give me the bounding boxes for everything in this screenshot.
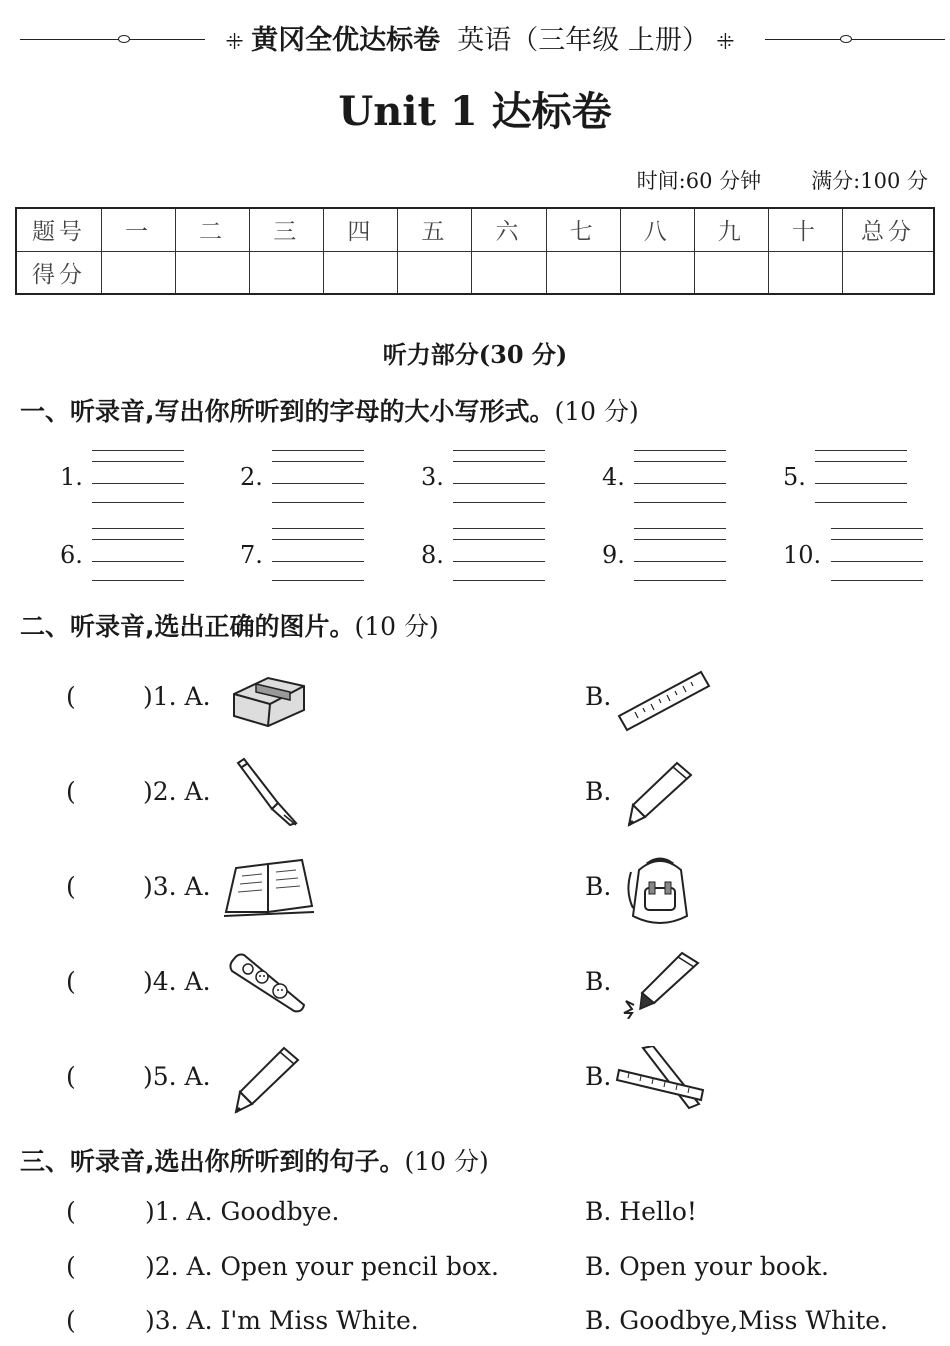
row-head-score: 得分	[16, 251, 102, 294]
answer-paren[interactable]: (	[66, 682, 76, 711]
option-b-text[interactable]: B. Hello!	[585, 1197, 697, 1226]
eraser-icon[interactable]	[228, 666, 310, 730]
col-10: 十	[768, 208, 842, 251]
pencil-box-icon[interactable]	[224, 951, 308, 1017]
score-cell[interactable]	[694, 251, 768, 294]
q3-row-2	[0, 1252, 950, 1292]
score-cell[interactable]	[102, 251, 176, 294]
blank-number: 4.	[602, 463, 625, 491]
score-table	[15, 207, 935, 295]
writing-lines[interactable]	[634, 528, 726, 584]
option-b-label: B.	[585, 777, 612, 806]
full-score: 满分:100 分	[811, 169, 928, 193]
listening-section-title: 听力部分(30 分)	[382, 340, 568, 369]
q3-row-3	[0, 1306, 950, 1346]
col-7: 七	[546, 208, 620, 251]
q1-points: (10 分)	[554, 397, 639, 426]
answer-paren[interactable]: (	[66, 1197, 76, 1226]
blank-number: 8.	[421, 541, 444, 569]
scroll-ornament-icon: ꔰ	[708, 30, 735, 55]
q2-row-1	[0, 660, 950, 750]
exam-meta	[637, 165, 928, 195]
score-table-header-row	[16, 208, 934, 251]
score-table-score-row	[16, 251, 934, 294]
option-a-label: )4. A.	[143, 967, 211, 996]
blank-number: 7.	[240, 541, 263, 569]
q2-row-5	[0, 1040, 950, 1130]
answer-paren[interactable]: (	[66, 872, 76, 901]
score-cell[interactable]	[768, 251, 842, 294]
header-rule-left	[20, 39, 205, 40]
subject-label: 英语（三年级 上册）	[457, 25, 709, 56]
writing-lines[interactable]	[272, 528, 364, 584]
answer-paren[interactable]: (	[66, 1062, 76, 1091]
q3-heading-text: 三、听录音,选出你所听到的句子。	[20, 1147, 405, 1176]
pencil-icon[interactable]	[625, 759, 697, 829]
score-cell[interactable]	[324, 251, 398, 294]
q2-row-3	[0, 850, 950, 940]
q1-heading	[20, 392, 639, 428]
option-a-label: )2. A.	[143, 777, 211, 806]
option-b-label: B.	[585, 1062, 612, 1091]
q2-heading	[20, 607, 439, 643]
ruler-icon[interactable]	[615, 664, 711, 734]
blank-number: 10.	[783, 541, 822, 569]
writing-lines[interactable]	[453, 528, 545, 584]
blank-number: 6.	[60, 541, 83, 569]
blank-number: 1.	[60, 463, 83, 491]
writing-lines[interactable]	[272, 450, 364, 506]
rulers-icon[interactable]	[615, 1046, 707, 1112]
q3-points: (10 分)	[404, 1147, 489, 1176]
q2-points: (10 分)	[354, 612, 439, 641]
option-a-label: )5. A.	[143, 1062, 211, 1091]
header-banner	[200, 18, 760, 57]
bag-icon[interactable]	[625, 852, 695, 930]
writing-lines[interactable]	[453, 450, 545, 506]
writing-lines[interactable]	[92, 528, 184, 584]
blank-number: 5.	[783, 463, 806, 491]
option-b-label: B.	[585, 872, 612, 901]
q2-row-2	[0, 755, 950, 845]
score-cell[interactable]	[176, 251, 250, 294]
row-head-number: 题号	[16, 208, 102, 251]
q2-heading-text: 二、听录音,选出正确的图片。	[20, 612, 355, 641]
col-2: 二	[176, 208, 250, 251]
blank-number: 9.	[602, 541, 625, 569]
col-6: 六	[472, 208, 546, 251]
col-8: 八	[620, 208, 694, 251]
option-b-label: B.	[585, 967, 612, 996]
crayon-icon[interactable]	[620, 949, 704, 1019]
writing-lines[interactable]	[815, 450, 907, 506]
book-icon[interactable]	[222, 854, 316, 918]
writing-lines[interactable]	[831, 528, 923, 584]
col-3: 三	[250, 208, 324, 251]
score-cell[interactable]	[250, 251, 324, 294]
col-4: 四	[324, 208, 398, 251]
writing-lines[interactable]	[634, 450, 726, 506]
time-limit: 时间:60 分钟	[636, 169, 762, 193]
answer-paren[interactable]: (	[66, 777, 76, 806]
option-a-label: )1. A.	[143, 682, 211, 711]
score-cell-total[interactable]	[843, 251, 935, 294]
score-cell[interactable]	[546, 251, 620, 294]
score-cell[interactable]	[472, 251, 546, 294]
page-title: Unit 1 达标卷	[338, 88, 612, 135]
col-1: 一	[102, 208, 176, 251]
option-b-text[interactable]: B. Open your book.	[585, 1252, 829, 1281]
pen-icon[interactable]	[230, 757, 304, 829]
score-cell[interactable]	[398, 251, 472, 294]
answer-paren[interactable]: (	[66, 1252, 76, 1281]
blank-number: 3.	[421, 463, 444, 491]
header-ornament-right	[840, 35, 852, 43]
q3-heading	[20, 1142, 489, 1178]
header-rule-right	[765, 39, 945, 40]
writing-lines[interactable]	[92, 450, 184, 506]
pencil-icon[interactable]	[234, 1044, 304, 1116]
q1-heading-text: 一、听录音,写出你所听到的字母的大小写形式。	[20, 397, 555, 426]
option-a-text[interactable]: )1. A. Goodbye.	[145, 1197, 340, 1226]
answer-paren[interactable]: (	[66, 967, 76, 996]
score-cell[interactable]	[620, 251, 694, 294]
option-a-text[interactable]: )3. A. I'm Miss White.	[145, 1306, 419, 1335]
answer-paren[interactable]: (	[66, 1306, 76, 1335]
brand-name: 黄冈全优达标卷	[251, 25, 441, 56]
option-b-text[interactable]: B. Goodbye,Miss White.	[585, 1306, 888, 1335]
option-a-text[interactable]: )2. A. Open your pencil box.	[145, 1252, 499, 1281]
blank-number: 2.	[240, 463, 263, 491]
option-a-label: )3. A.	[143, 872, 211, 901]
q3-row-1	[0, 1197, 950, 1237]
col-total: 总分	[843, 208, 935, 251]
scroll-ornament-icon: ꔰ	[224, 30, 252, 55]
option-b-label: B.	[585, 682, 612, 711]
col-9: 九	[694, 208, 768, 251]
col-5: 五	[398, 208, 472, 251]
header-ornament-left	[118, 35, 130, 43]
q2-row-4	[0, 945, 950, 1035]
